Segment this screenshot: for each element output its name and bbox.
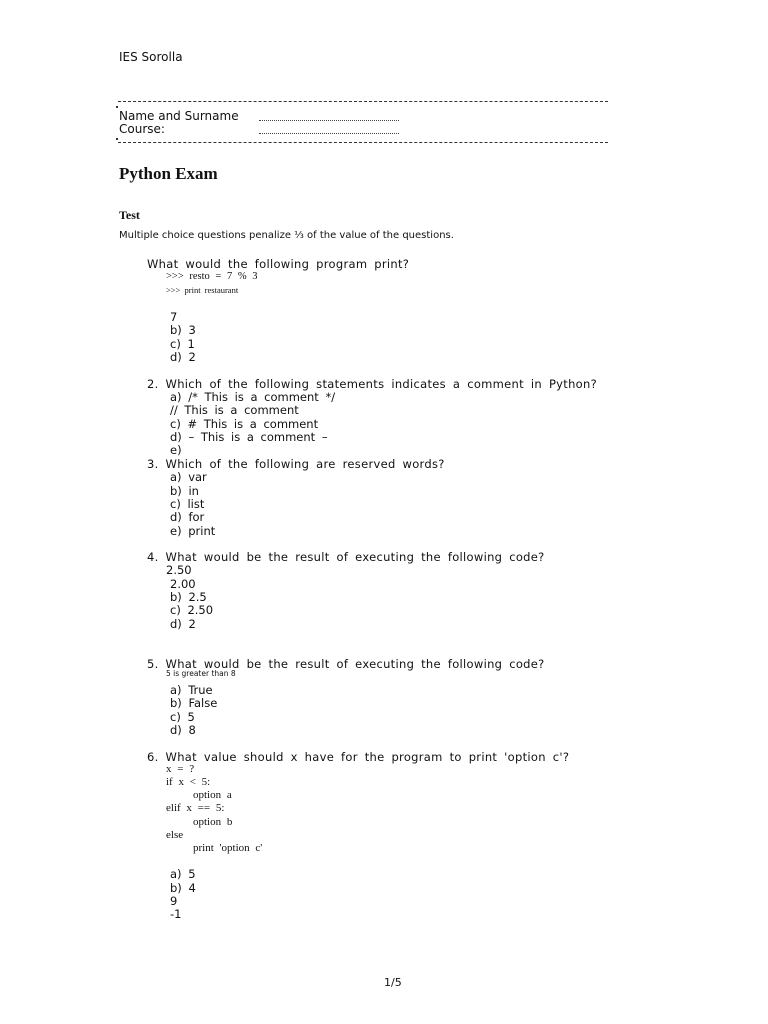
q4-option[interactable]: c) 2.50 bbox=[170, 603, 214, 617]
q6-code-line: x = ? bbox=[166, 763, 195, 775]
page-number: 1/5 bbox=[384, 976, 402, 989]
course-field-line[interactable] bbox=[259, 133, 399, 134]
q6-option[interactable]: a) 5 bbox=[170, 867, 196, 881]
q1-code-line: >>> resto = 7 % 3 bbox=[166, 271, 258, 282]
q2-option[interactable]: c) # This is a comment bbox=[170, 417, 319, 431]
q3-option[interactable]: e) print bbox=[170, 524, 216, 538]
q4-option[interactable]: 2.00 bbox=[170, 577, 196, 591]
q5-option[interactable]: d) 8 bbox=[170, 723, 196, 737]
school-name: IES Sorolla bbox=[119, 50, 183, 64]
q3-option[interactable]: a) var bbox=[170, 470, 207, 484]
q3-option[interactable]: b) in bbox=[170, 484, 199, 498]
q2-option[interactable]: d) – This is a comment – bbox=[170, 430, 328, 444]
q5-option[interactable]: c) 5 bbox=[170, 710, 195, 724]
q6-code-line: option a bbox=[193, 789, 232, 801]
q2-option[interactable]: a) /* This is a comment */ bbox=[170, 390, 336, 404]
q2-option[interactable]: // This is a comment bbox=[170, 403, 299, 417]
q1-option[interactable]: c) 1 bbox=[170, 337, 195, 351]
question-5: 5. What would be the result of executing the following code? bbox=[147, 657, 545, 671]
header-divider-bottom bbox=[118, 142, 608, 143]
q6-code-line: else bbox=[166, 829, 184, 841]
q5-option[interactable]: a) True bbox=[170, 683, 213, 697]
q1-code-line: >>> print restaurant bbox=[166, 285, 239, 295]
q6-code-line: elif x == 5: bbox=[166, 802, 225, 814]
q6-code-line: option b bbox=[193, 816, 233, 828]
question-6: 6. What value should x have for the program to print 'option c'? bbox=[147, 750, 570, 764]
q6-code-line: if x < 5: bbox=[166, 776, 211, 788]
q4-option[interactable]: d) 2 bbox=[170, 617, 196, 631]
question-1: What would the following program print? bbox=[147, 257, 410, 271]
header-divider-top bbox=[118, 101, 608, 102]
q6-option[interactable]: -1 bbox=[170, 907, 182, 921]
course-label: Course: bbox=[119, 122, 165, 136]
name-label: Name and Surname bbox=[119, 109, 239, 123]
question-2: 2. Which of the following statements indicates a comment in Python? bbox=[147, 377, 598, 391]
q3-option[interactable]: d) for bbox=[170, 510, 205, 524]
q4-code: 2.50 bbox=[166, 563, 192, 577]
name-field-line[interactable] bbox=[259, 120, 399, 121]
q3-option[interactable]: c) list bbox=[170, 497, 205, 511]
q6-code-line: print 'option c' bbox=[193, 842, 263, 854]
exam-title: Python Exam bbox=[119, 164, 218, 183]
q2-option[interactable]: e) bbox=[170, 443, 182, 457]
question-4: 4. What would be the result of executing the following code? bbox=[147, 550, 545, 564]
q5-option[interactable]: b) False bbox=[170, 696, 218, 710]
q5-code: 5 is greater than 8 bbox=[166, 669, 236, 678]
q1-option[interactable]: b) 3 bbox=[170, 323, 196, 337]
q6-option[interactable]: b) 4 bbox=[170, 881, 196, 895]
q6-option[interactable]: 9 bbox=[170, 894, 178, 908]
margin-mark bbox=[116, 138, 118, 140]
section-note: Multiple choice questions penalize ⅓ of the value of the questions. bbox=[119, 230, 454, 241]
section-title: Test bbox=[119, 208, 140, 222]
q1-option[interactable]: d) 2 bbox=[170, 350, 196, 364]
question-3: 3. Which of the following are reserved words? bbox=[147, 457, 445, 471]
q1-option[interactable]: 7 bbox=[170, 310, 178, 324]
margin-mark bbox=[116, 106, 118, 108]
q4-option[interactable]: b) 2.5 bbox=[170, 590, 207, 604]
